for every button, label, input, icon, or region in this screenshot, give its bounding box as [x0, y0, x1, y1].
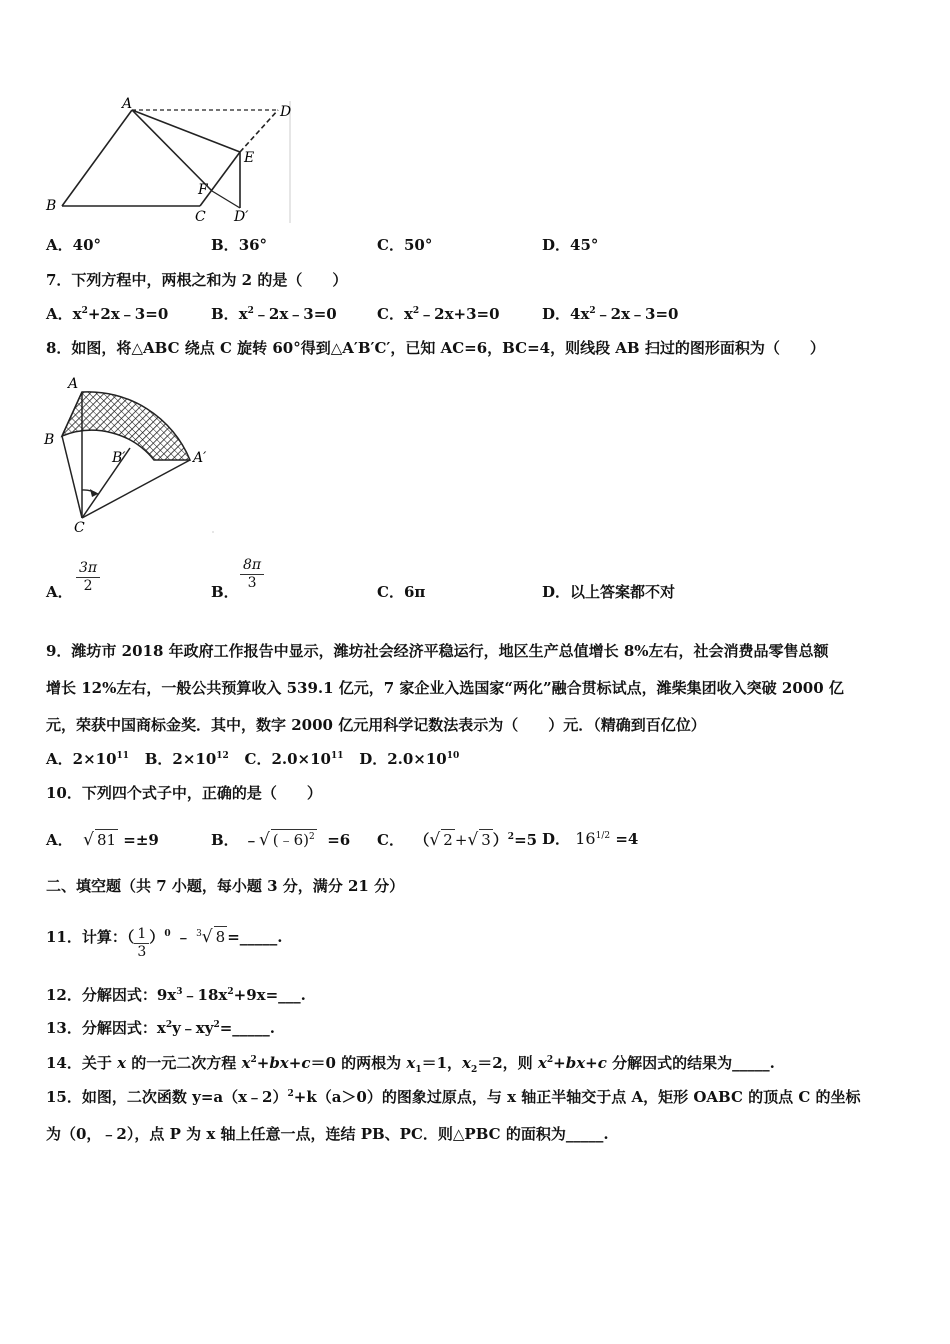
- section-2-title: 二、填空题（共 7 小题，每小题 3 分，满分 21 分）: [46, 877, 405, 895]
- fig6-label-a: A: [122, 96, 133, 112]
- q9-option-a: A．$2\times 10^{11}$: [46, 750, 130, 768]
- q13: 13．分解因式：$x^2y﹣xy^2=\_\_\_\_\_$.: [46, 1019, 276, 1037]
- q15-line-2: 为（0，﹣2），点 P 为 x 轴上任意一点，连结 PB、PC．则△PBC 的面积为_____.: [46, 1125, 609, 1143]
- q8-figure: [40, 372, 220, 537]
- fig8-label-bp: B′: [112, 450, 126, 466]
- q10-stem: 10．下列四个式子中，正确的是（ ）: [46, 784, 322, 802]
- q9-option-c: C．$2.0\times 10^{11}$: [244, 750, 344, 768]
- q7-option-a: A．$x^2+2x﹣3=0$: [46, 305, 169, 323]
- q8-option-a-letter: A．: [46, 583, 73, 601]
- fig6-label-f: F: [198, 182, 208, 198]
- q8-option-c: C．6π: [377, 583, 426, 601]
- fig6-label-e: E: [244, 150, 255, 166]
- fig8-label-ap: A′: [193, 450, 207, 466]
- q7-stem: 7．下列方程中，两根之和为 2 的是（ ）: [46, 271, 348, 289]
- fig8-label-c: C: [74, 520, 85, 536]
- q6-figure: [40, 96, 300, 228]
- q9-line-1: 9．潍坊市 2018 年政府工作报告中显示，潍坊社会经济平稳运行，地区生产总值增长 8%左右，社会消费品零售总额: [46, 642, 829, 660]
- q6-option-b: B．36°: [211, 236, 268, 254]
- q10-option-c: C． （√ 2 +√ 3 ）$^2$=5: [377, 830, 538, 850]
- q14: 14．关于 x 的一元二次方程 $x^2+bx+c=0$ 的两根为 $x_1=1$，$x_2=2$，则 $x^2+bx+c$ 分解因式的结果为_____.: [46, 1054, 775, 1075]
- q10-option-d: D． $16^{1/2} =4$: [542, 829, 639, 848]
- q10-option-b: B． ﹣√ (﹣6)$^2$ =6: [211, 830, 351, 850]
- fig6-label-c: C: [195, 209, 206, 225]
- fig6-label-b: B: [46, 198, 57, 214]
- q11: 11．计算：（ $\frac{1}{3}$ ）$^0$ ﹣ $^3$√ 8 =_____.: [46, 926, 283, 960]
- q8-option-b-letter: B．: [211, 583, 239, 601]
- fig8-label-a: A: [68, 376, 79, 392]
- q12: 12．分解因式：$9x^3﹣18x^2+9x=\_\_\_$.: [46, 986, 306, 1004]
- q7-option-d: D．$4x^2﹣2x﹣3=0$: [542, 305, 679, 323]
- q15-line-1: 15．如图，二次函数 y=a（x﹣2）$^2$+k（a＞0）的图象过原点，与 x 轴正半轴交于点 A，矩形 OABC 的顶点 C 的坐标: [46, 1088, 861, 1106]
- q7-option-c: C．$x^2﹣2x+3=0$: [377, 305, 500, 323]
- q9-option-d: D．$2.0\times 10^{10}$: [359, 750, 460, 768]
- fig6-label-d: D: [280, 104, 292, 120]
- q8-stem: 8．如图，将△ABC 绕点 C 旋转 60°得到△A′B′C′，已知 AC=6，BC=4，则线段 AB 扫过的图形面积为（ ）: [46, 339, 825, 357]
- q6-option-a: A．40°: [46, 236, 102, 254]
- q9-option-b: B．$2\times 10^{12}$: [144, 750, 229, 768]
- q8-option-a-frac: $\frac{3\pi}{2}$: [76, 560, 100, 595]
- q8-option-d: D．以上答案都不对: [542, 583, 676, 601]
- q9-line-2: 增长 12%左右，一般公共预算收入 539.1 亿元，7 家企业入选国家“两化”融合贯标试点，潍柴集团收入突破 2000 亿: [46, 679, 844, 697]
- q9-line-3: 元，荣获中国商标金奖．其中，数字 2000 亿元用科学记数法表示为（ ）元．（精确到百亿位）: [46, 716, 706, 734]
- q7-option-b: B．$x^2﹣2x﹣3=0$: [211, 305, 337, 323]
- q6-option-d: D．45°: [542, 236, 599, 254]
- q9-options: [46, 749, 459, 769]
- fig6-label-dp: D′: [234, 209, 249, 225]
- q8-option-b-frac: $\frac{8\pi}{3}$: [240, 557, 264, 592]
- q10-option-a: A． √ 81 =±9: [46, 830, 159, 850]
- fig8-label-b: B: [44, 432, 55, 448]
- q6-option-c: C．50°: [377, 236, 433, 254]
